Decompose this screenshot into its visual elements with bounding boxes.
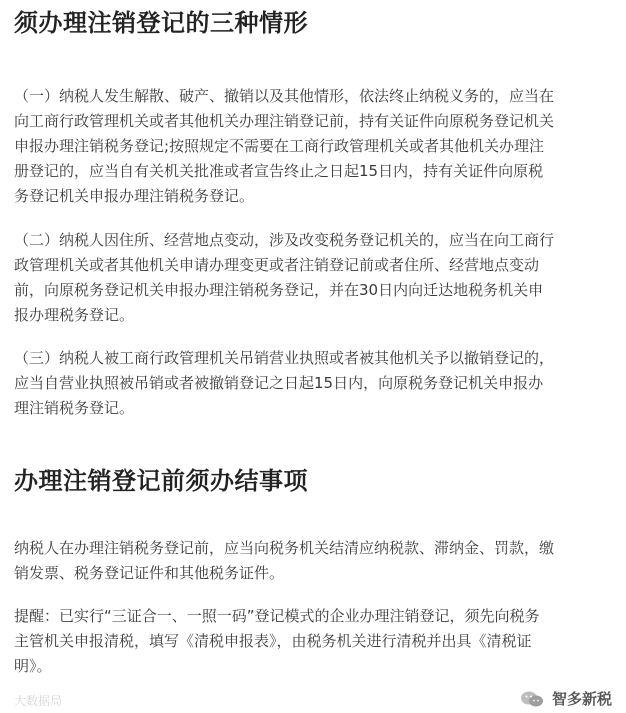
text-line: （二）纳税人因住所、经营地点变动，涉及改变税务登记机关的，应当在向工商行 — [14, 231, 555, 249]
text-line: 申报办理注销税务登记;按照规定不需要在工商行政管理机关或者其他机关办理注 — [14, 137, 545, 155]
text-line: 报办理税务登记。 — [14, 306, 135, 324]
text-line: 务登记机关申报办理注销税务登记。 — [14, 187, 255, 205]
paragraph-situation-1 — [14, 84, 614, 209]
wechat-logo-icon — [520, 690, 544, 708]
text-line: 理注销税务登记。 — [14, 399, 135, 417]
text-line: （三）纳税人被工商行政管理机关吊销营业执照或者被其他机关予以撤销登记的， — [14, 349, 555, 367]
text-line: 政管理机关或者其他机关申请办理变更或者注销登记前或者住所、经营地点变动 — [14, 256, 540, 274]
paragraph-situation-2 — [14, 228, 614, 328]
text-line: （一）纳税人发生解散、破产、撤销以及其他情形，依法终止纳税义务的，应当在 — [14, 87, 555, 105]
watermark-left: 大数据局 — [14, 694, 63, 708]
text-line: 应当自营业执照被吊销或者被撤销登记之日起15日内，向原税务登记机关申报办 — [14, 374, 544, 392]
section-heading-three-situations: 须办理注销登记的三种情形 — [14, 9, 308, 37]
watermark-right: 智多新税 — [551, 690, 612, 708]
paragraph-prerequisites — [14, 536, 614, 586]
text-line: 提醒：已实行“三证合一、一照一码”登记模式的企业办理注销登记，须先向税务 — [14, 607, 540, 625]
watermark-brand — [520, 688, 612, 709]
text-line: 前，向原税务登记机关申报办理注销税务登记，并在30日内向迁达地税务机关申 — [14, 281, 544, 299]
paragraph-situation-3 — [14, 346, 614, 421]
text-line: 册登记的，应当自有关机关批准或者宣告终止之日起15日内，持有关证件向原税 — [14, 162, 544, 180]
text-line: 向工商行政管理机关或者其他机关办理注销登记前，持有关证件向原税务登记机关 — [14, 112, 555, 130]
text-line: 纳税人在办理注销税务登记前，应当向税务机关结清应纳税款、滞纳金、罚款，缴 — [14, 539, 555, 557]
text-line: 明》。 — [14, 657, 52, 675]
paragraph-reminder — [14, 604, 614, 679]
text-line: 主管机关申报清税，填写《清税申报表》，由税务机关进行清税并出具《清税证 — [14, 632, 532, 650]
section-heading-prerequisites: 办理注销登记前须办结事项 — [14, 467, 308, 495]
text-line: 销发票、税务登记证件和其他税务证件。 — [14, 564, 285, 582]
